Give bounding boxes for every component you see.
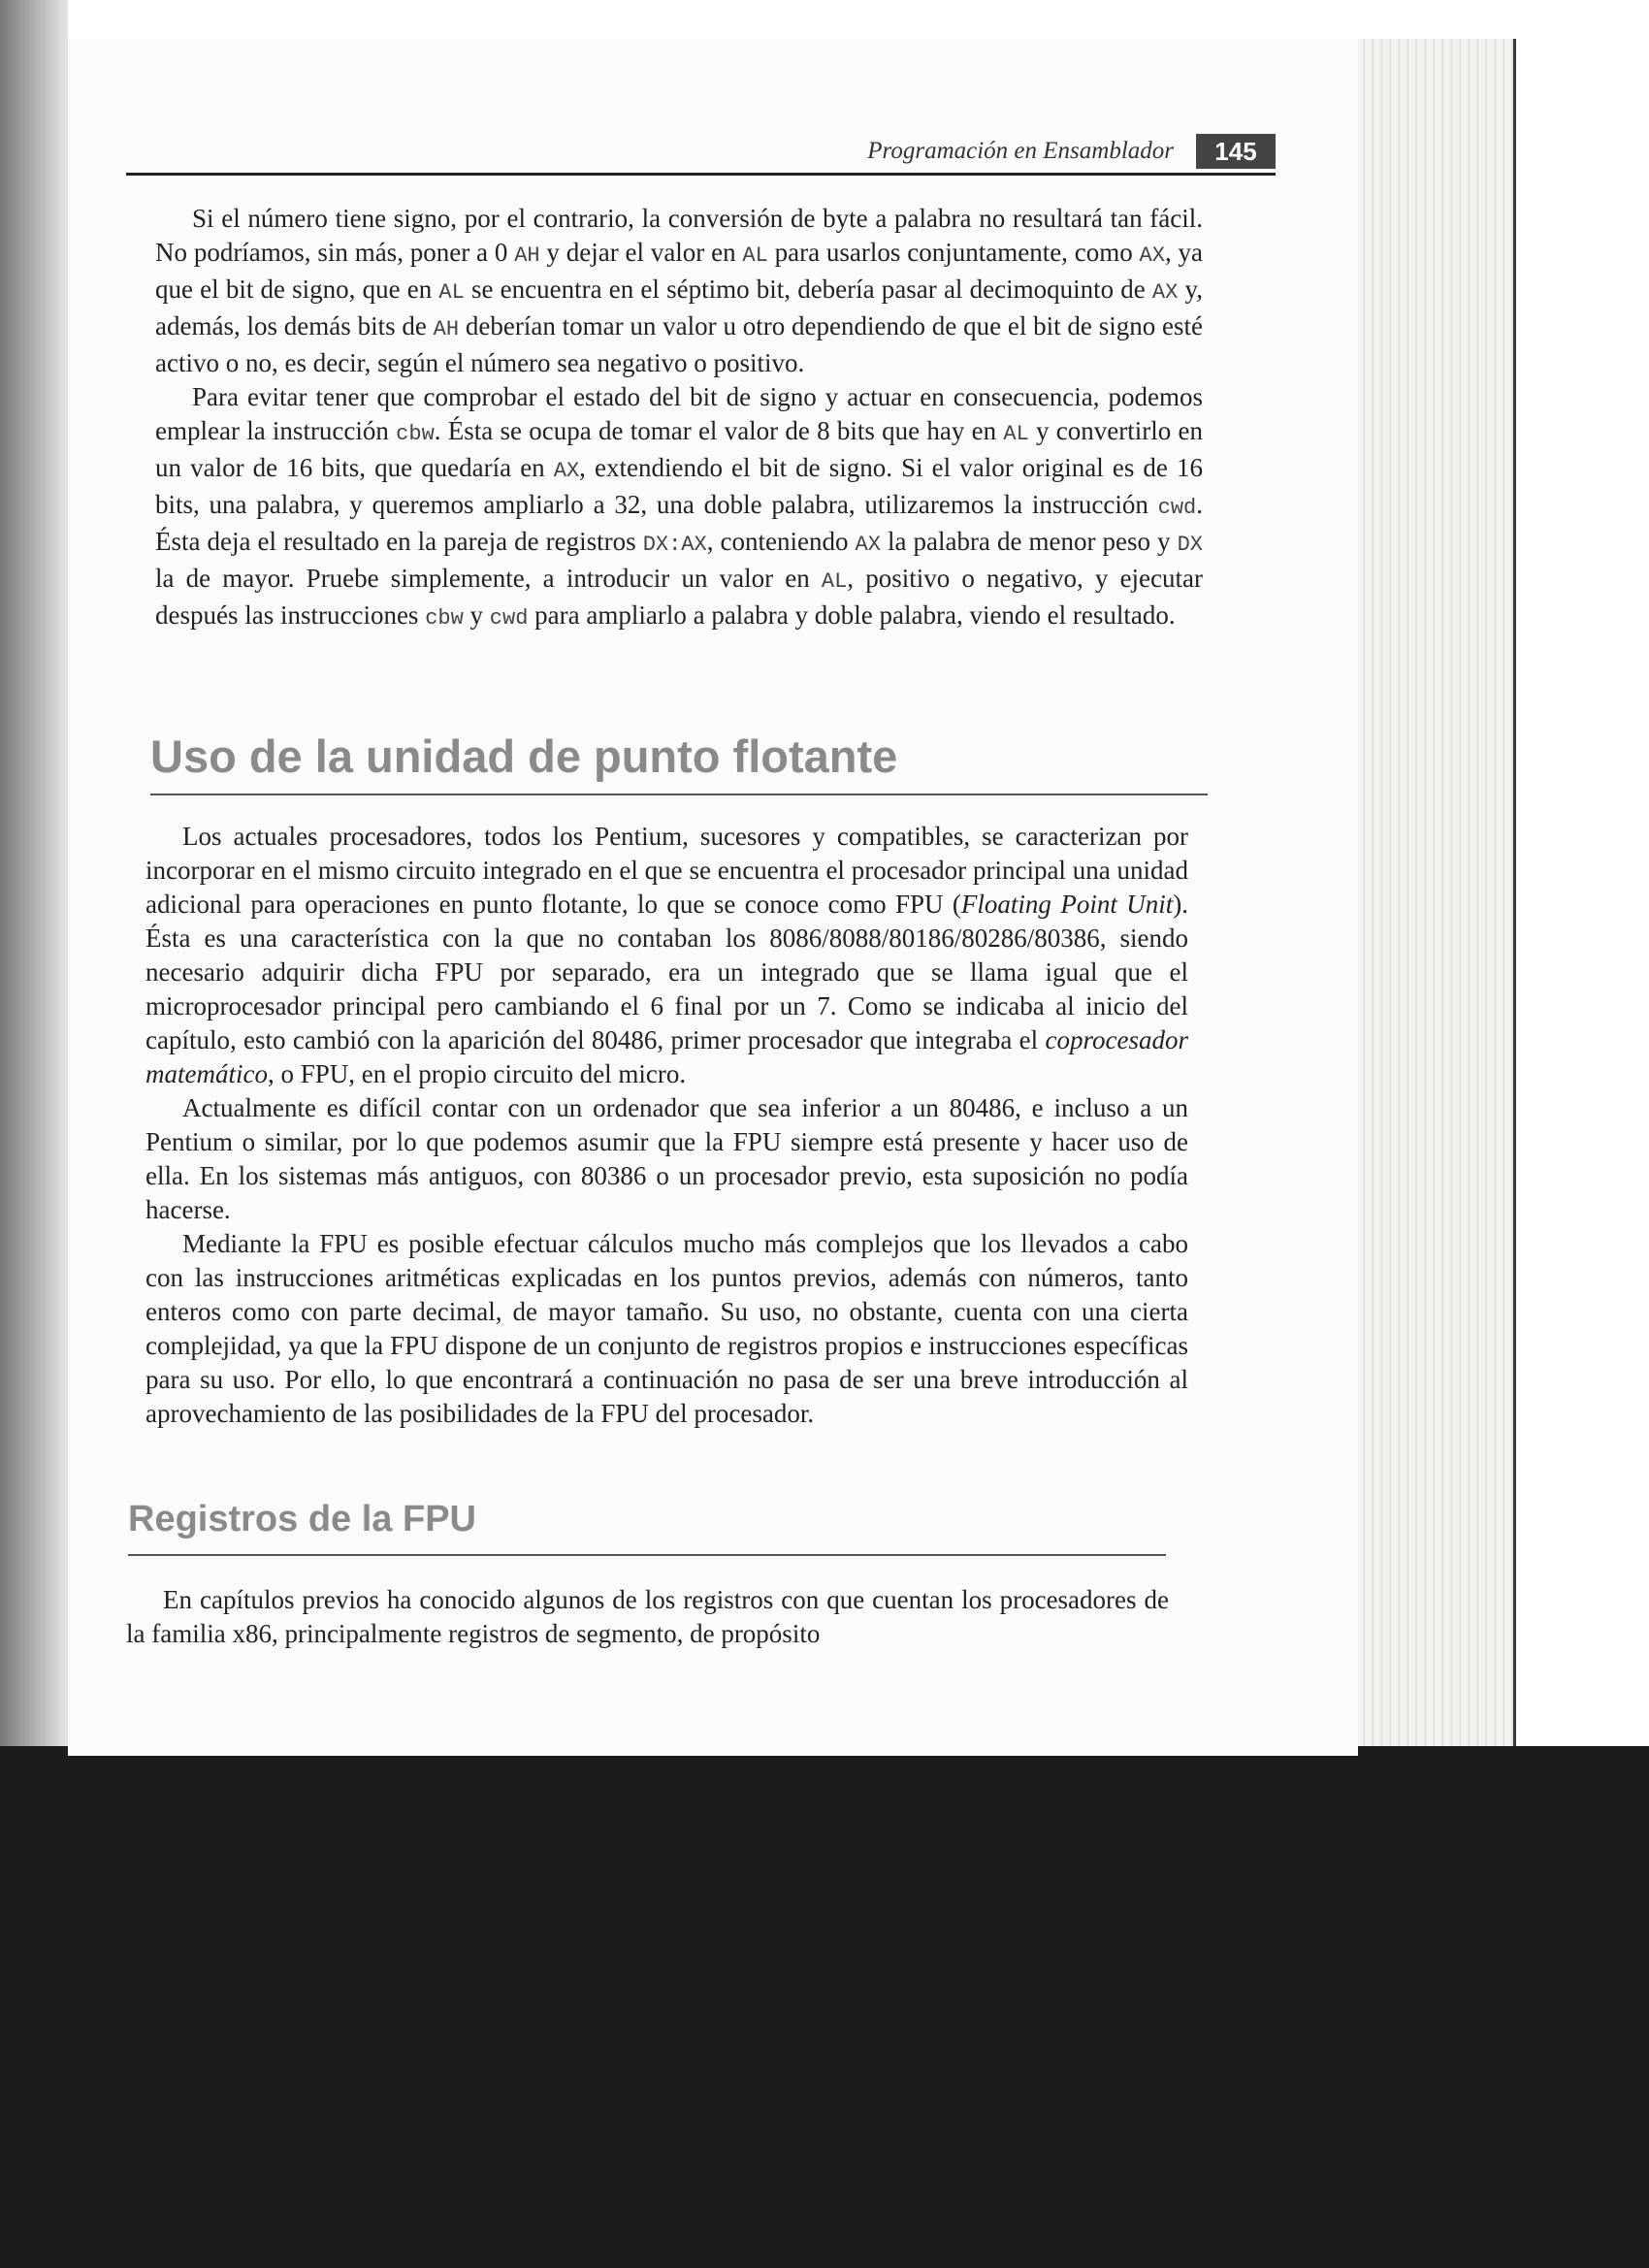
section-heading: Uso de la unidad de punto flotante <box>150 730 898 782</box>
paragraph: En capítulos previos ha conocido algunos de los registros con que cuentan los procesadores de la familia x86, principalmente registros de segmento, de propósito <box>126 1585 1169 1648</box>
page-number: 145 <box>1196 134 1276 169</box>
book-page-edges <box>1348 39 1516 1746</box>
paragraph: Mediante la FPU es posible efectuar cálculos mucho más complejos que los llevados a cabo con las instrucciones aritméticas explicadas en los puntos previos, además con números, tanto enteros como con parte decimal, de mayor tamaño. Su uso, no obstante, cuenta con una cierta complejidad, ya que la FPU dispone de un conjunto de registros propios e instrucciones específicas para su uso. Por ello, lo que encontrará a continuación no pasa de ser una breve introducción al aprovechamiento de las posibilidades de la FPU del procesador. <box>146 1229 1188 1428</box>
body-text-intro <box>155 202 1203 635</box>
section-rule <box>150 794 1208 795</box>
paragraph: Actualmente es difícil contar con un ordenador que sea inferior a un 80486, e incluso a un Pentium o similar, por lo que podemos asumir que la FPU siempre está presente y hacer uso de ella. En los sistemas más antiguos, con 80386 o un procesador previo, esta suposición no podía hacerse. <box>146 1093 1188 1224</box>
header-title: Programación en Ensamblador <box>867 138 1174 164</box>
paragraph: Para evitar tener que comprobar el estado del bit de signo y actuar en consecuencia, podemos emplear la instrucción cbw. Ésta se ocupa de tomar el valor de 8 bits que hay en AL y convertirlo en un valor de 16 bits, que quedaría en AX, extendiendo el bit de signo. Si el valor original es de 16 bits, una palabra, y queremos ampliarlo a 32, una doble palabra, utilizaremos la instrucción cwd. Ésta deja el resultado en la pareja de registros DX:AX, conteniendo AX la palabra de menor peso y DX la de mayor. Pruebe simplemente, a introducir un valor en AL, positivo o negativo, y ejecutar después las instrucciones cbw y cwd para ampliarlo a palabra y doble palabra, viendo el resultado. <box>155 382 1203 631</box>
paragraph: Si el número tiene signo, por el contrario, la conversión de byte a palabra no resultará tan fácil. No podríamos, sin más, poner a 0 AH y dejar el valor en AL para usarlos conjuntamente, como AX, ya que el bit de signo, que en AL se encuentra en el séptimo bit, debería pasar al decimoquinto de AX y, además, los demás bits de AH deberían tomar un valor u otro dependiendo de que el bit de signo esté activo o no, es decir, según el número sea negativo o positivo. <box>155 204 1204 377</box>
body-text-fpu <box>146 820 1188 1431</box>
section-heading: Registros de la FPU <box>128 1499 476 1539</box>
section-rule <box>128 1554 1166 1556</box>
scan-margin-right <box>1513 0 1649 1756</box>
running-header <box>126 126 1276 184</box>
paragraph: Los actuales procesadores, todos los Pentium, sucesores y compatibles, se caracterizan por incorporar en el mismo circuito integrado en el que se encuentra el procesador principal una unidad adicional para operaciones en punto flotante, lo que se conoce como FPU (Floating Point Unit). Ésta es una característica con la que no contaban los 8086/8088/80186/80286/80386, siendo necesario adquirir dicha FPU por separado, era un integrado que se llama igual que el microprocesador principal pero cambiando el 6 final por un 7. Como se indicaba al inicio del capítulo, esto cambió con la aparición del 80486, primer procesador que integraba el coprocesador matemático, o FPU, en el propio circuito del micro. <box>146 822 1188 1088</box>
scan-shadow-left <box>0 0 68 1756</box>
scan-background <box>0 1746 1649 2268</box>
header-rule <box>126 173 1276 176</box>
body-text-registers <box>126 1583 1169 1651</box>
